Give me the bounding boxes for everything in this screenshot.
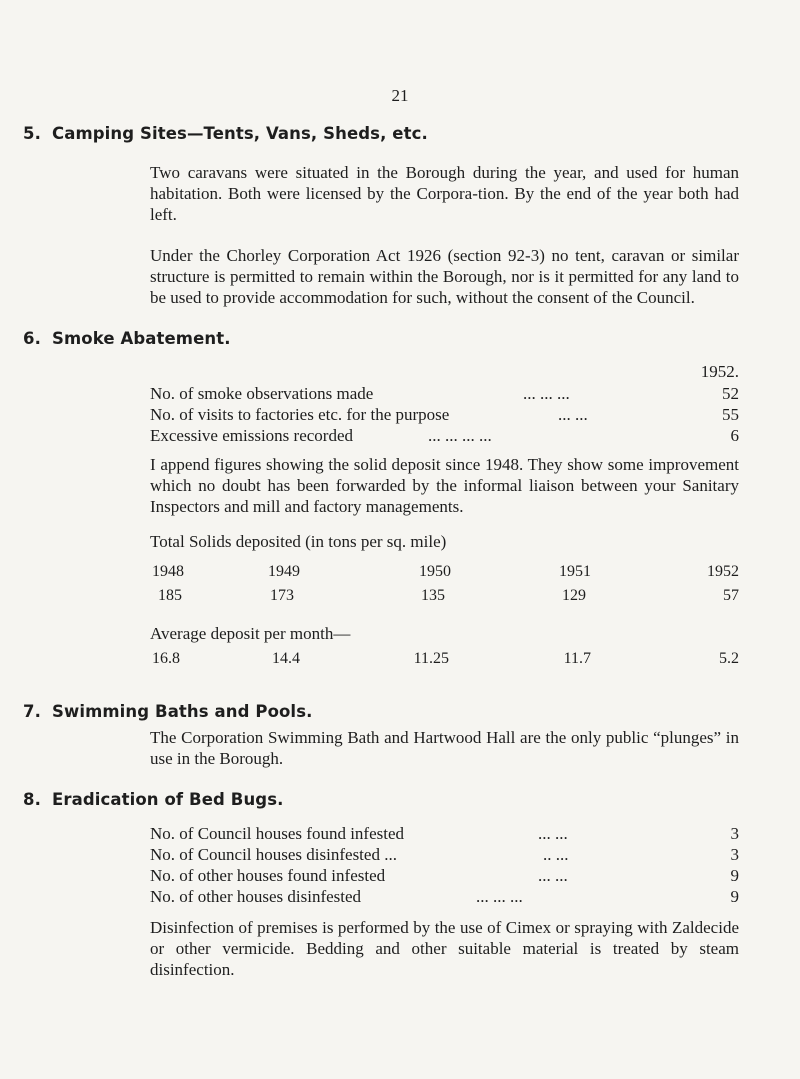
section-number: 7.: [23, 702, 41, 721]
total-cell: 173: [270, 587, 294, 604]
bedbug-row: [150, 865, 739, 886]
row-label: No. of Council houses found infested: [150, 824, 405, 843]
year-cell: 1952: [707, 563, 739, 580]
section-6-heading: [23, 329, 231, 348]
row-value: 52: [722, 384, 739, 403]
leader-dots: .. ...: [543, 845, 569, 864]
row-value: 3: [730, 845, 739, 864]
section-8-heading: [23, 790, 284, 809]
row-value: 3: [730, 824, 739, 843]
year-cell: 1950: [419, 563, 451, 580]
smoke-row: [150, 425, 739, 446]
section-title: Swimming Baths and Pools.: [52, 702, 313, 721]
section-title: Camping Sites—Tents, Vans, Sheds, etc.: [52, 124, 428, 143]
smoke-row: [150, 383, 739, 404]
section-number: 6.: [23, 329, 41, 348]
row-value: 9: [730, 887, 739, 906]
leader-dots: ... ... ...: [476, 887, 523, 906]
row-value: 9: [730, 866, 739, 885]
section-number: 8.: [23, 790, 41, 809]
smoke-row: [150, 404, 739, 425]
year-cell: 1951: [559, 563, 591, 580]
row-value: 55: [722, 405, 739, 424]
total-cell: 185: [158, 587, 182, 604]
average-cell: 16.8: [152, 650, 180, 667]
section-5-heading: [23, 124, 428, 143]
average-cell: 5.2: [719, 650, 739, 667]
total-solids-title: Total Solids deposited (in tons per sq. mile): [150, 532, 447, 551]
row-label: Excessive emissions recorded: [150, 426, 353, 445]
bedbug-row: [150, 823, 739, 844]
row-label: No. of smoke observations made: [150, 384, 374, 403]
leader-dots: ... ...: [538, 824, 568, 843]
section-title: Eradication of Bed Bugs.: [52, 790, 284, 809]
average-cell: 11.25: [413, 650, 449, 667]
average-title: Average deposit per month—: [150, 624, 351, 643]
leader-dots: ... ... ... ...: [428, 426, 492, 445]
total-cell: 57: [723, 587, 739, 604]
bedbugs-paragraph: Disinfection of premises is performed by the use of Cimex or spraying with Zaldecide or other vermicide. Bedding and other suitable material is treated by steam disinfection.: [150, 918, 739, 979]
row-label: No. of visits to factories etc. for the purpose: [150, 405, 450, 424]
row-label: No. of other houses found infested: [150, 866, 386, 885]
row-label: No. of Council houses disinfested ...: [150, 845, 397, 864]
average-cell: 14.4: [272, 650, 300, 667]
section-number: 5.: [23, 124, 41, 143]
camping-paragraph-1: Two caravans were situated in the Borough during the year, and used for human habitation. Both were licensed by the Corpora-tion. By the end of the year both had left.: [150, 163, 739, 224]
swimming-paragraph: The Corporation Swimming Bath and Hartwood Hall are the only public “plunges” in use in the Borough.: [150, 728, 739, 768]
smoke-year-header: 1952.: [700, 362, 739, 381]
camping-paragraph-2: Under the Chorley Corporation Act 1926 (section 92-3) no tent, caravan or similar structure is permitted to remain within the Borough, nor is it permitted for any land to be used to provide accommodation for such, without the consent of the Council.: [150, 246, 739, 307]
section-7-heading: [23, 702, 312, 721]
section-title: Smoke Abatement.: [52, 329, 231, 348]
leader-dots: ... ...: [538, 866, 568, 885]
leader-dots: ... ...: [558, 405, 588, 424]
leader-dots: ... ... ...: [523, 384, 570, 403]
bedbug-row: [150, 844, 739, 865]
page-number: 21: [391, 86, 409, 105]
row-value: 6: [730, 426, 739, 445]
total-cell: 129: [562, 587, 586, 604]
smoke-paragraph: I append figures showing the solid deposit since 1948. They show some improvement which no doubt has been forwarded by the informal liaison between your Sanitary Inspectors and mill and factory managements.: [150, 455, 739, 516]
year-cell: 1948: [152, 563, 184, 580]
row-label: No. of other houses disinfested: [150, 887, 362, 906]
year-cell: 1949: [268, 563, 300, 580]
average-cell: 11.7: [563, 650, 591, 667]
total-cell: 135: [421, 587, 445, 604]
bedbug-row: [150, 886, 739, 907]
